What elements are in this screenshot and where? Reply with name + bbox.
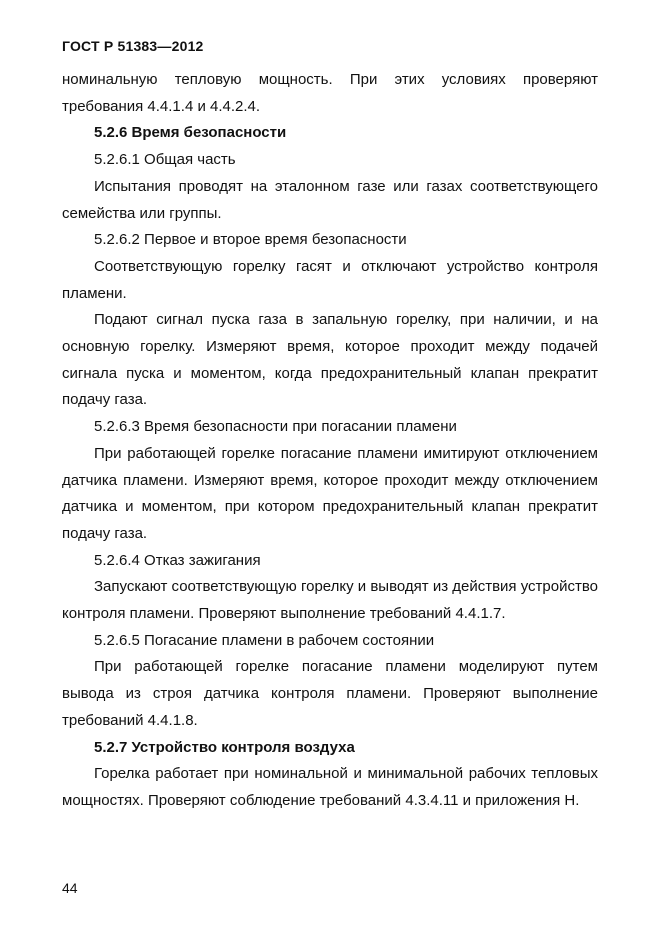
body-paragraph: Подают сигнал пуска газа в запальную горелку, при наличии, и на основную горелку. Измеряют время, которое проходит между подачей сигнала пуска и моментом, когда предохранительный клапан прекратит подачу газа.	[62, 311, 598, 409]
body-paragraph: Горелка работает при номинальной и минимальной рабочих тепловых мощностях. Проверяют соблюдение требований 4.3.4.11 и приложения Н.	[62, 765, 598, 809]
subsection-heading-5-2-6-2: 5.2.6.2 Первое и второе время безопасности	[94, 231, 407, 249]
body-paragraph: Запускают соответствующую горелку и выводят из действия устройство контроля пламени. Проверяют выполнение требований 4.4.1.7.	[62, 578, 599, 623]
subsection-heading-5-2-6-3: 5.2.6.3 Время безопасности при погасании пламени	[94, 418, 457, 436]
continued-paragraph: номинальную тепловую мощность. При этих условиях проверяют требования 4.4.1.4 и 4.4.2.4.	[62, 71, 598, 115]
body-paragraph: При работающей горелке погасание пламени имитируют отключением датчика пламени. Измеряют время, которое проходит между отключением датчика и моментом, при котором предохранительный клапан прекратит подачу газа.	[62, 444, 598, 542]
subsection-heading-5-2-6-5: 5.2.6.5 Погасание пламени в рабочем состоянии	[94, 631, 435, 649]
section-heading-5-2-7: 5.2.7 Устройство контроля воздуха	[94, 738, 355, 756]
body-paragraph: При работающей горелке погасание пламени моделируют путем вывода из строя датчика контроля пламени. Проверяют выполнение требований 4.4.1.8.	[62, 658, 598, 729]
subsection-heading-5-2-6-4: 5.2.6.4 Отказ зажигания	[94, 551, 261, 569]
body-paragraph: Испытания проводят на эталонном газе или газах соответствующего семейства или группы.	[62, 177, 598, 222]
subsection-heading-5-2-6-1: 5.2.6.1 Общая часть	[94, 151, 236, 169]
section-heading-5-2-6: 5.2.6 Время безопасности	[94, 124, 287, 142]
page-number: 44	[62, 880, 78, 896]
page-body	[62, 67, 598, 815]
body-paragraph: Соответствующую горелку гасят и отключают устройство контроля пламени.	[62, 257, 598, 302]
standard-header: ГОСТ Р 51383—2012	[62, 38, 204, 54]
